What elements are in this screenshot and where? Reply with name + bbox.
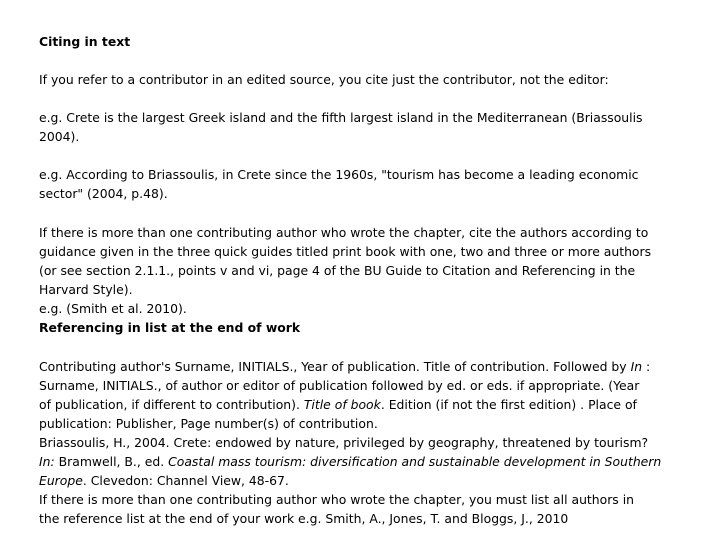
- multi-author-example: e.g. (Smith et al. 2010).: [39, 301, 187, 316]
- multi-author-line3: (or see section 2.1.1., points v and vi, page 4 of the BU Guide to Citation and Referencing in the: [39, 263, 636, 278]
- example-ref-book-title: Coastal mass tourism: diversification and sustainable development in Southern: [168, 454, 662, 469]
- example-ref-book-title-end: Europe: [39, 473, 83, 488]
- multi-author-line1: If there is more than one contributing author who wrote the chapter, cite the authors according to: [39, 225, 649, 240]
- example-ref-line2: [39, 452, 661, 471]
- example-ref-in: In:: [39, 454, 59, 469]
- closing-line2: the reference list at the end of your work e.g. Smith, A., Jones, T. and Bloggs, J., 2010: [39, 511, 569, 526]
- format-line3-text: of publication, if different to contribution).: [39, 397, 304, 412]
- format-line1-text: Contributing author's Surname, INITIALS., Year of publication. Title of contribution. Followed by: [39, 359, 631, 374]
- intro-paragraph: If you refer to a contributor in an edited source, you cite just the contributor, not the editor:: [39, 72, 609, 87]
- example-ref-editor: Bramwell, B., ed.: [58, 454, 169, 469]
- closing-line1: If there is more than one contributing author who wrote the chapter, you must list all authors in: [39, 492, 634, 507]
- format-colon: :: [642, 359, 651, 374]
- multi-author-line4: Harvard Style).: [39, 282, 133, 297]
- heading-citing-in-text: Citing in text: [39, 34, 131, 49]
- format-line4: publication: Publisher, Page number(s) of contribution.: [39, 416, 378, 431]
- heading-referencing-in-list: Referencing in list at the end of work: [39, 320, 301, 335]
- example-ref-line3: [39, 471, 289, 490]
- example1-line1: e.g. Crete is the largest Greek island and the fifth largest island in the Mediterranean (Briassoulis: [39, 110, 643, 125]
- format-line2: Surname, INITIALS., of author or editor of publication followed by ed. or eds. if appropriate. (Year: [39, 378, 640, 393]
- format-line1: [39, 357, 650, 376]
- example2-line2: sector" (2004, p.48).: [39, 186, 168, 201]
- format-in-label: In: [630, 359, 643, 374]
- multi-author-line2: guidance given in the three quick guides titled print book with one, two and three or more authors: [39, 244, 652, 259]
- format-line3-rest: . Edition (if not the first edition) . Place of: [380, 397, 637, 412]
- format-line3: [39, 395, 637, 414]
- example2-line1: e.g. According to Briassoulis, in Crete since the 1960s, "tourism has become a leading economic: [39, 167, 639, 182]
- format-title-of-book: Title of book: [303, 397, 381, 412]
- example-ref-line1: Briassoulis, H., 2004. Crete: endowed by nature, privileged by geography, threatened by tourism?: [39, 435, 649, 450]
- example1-line2: 2004).: [39, 129, 80, 144]
- example-ref-publisher: . Clevedon: Channel View, 48-67.: [82, 473, 289, 488]
